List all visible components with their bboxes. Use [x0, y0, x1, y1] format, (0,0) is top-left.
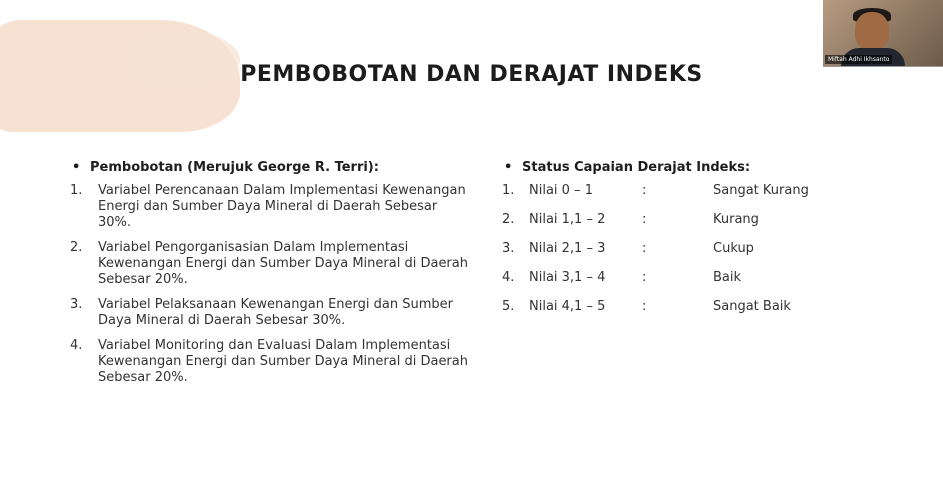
slide-title: PEMBOBOTAN DAN DERAJAT INDEKS — [240, 62, 703, 87]
row-number: 2. — [502, 212, 515, 227]
row-status-label: Sangat Kurang — [713, 183, 809, 198]
item-text: Variabel Pelaksanaan Kewenangan Energi dan Sumber Daya Mineral di Daerah Sebesar 30%. — [98, 297, 453, 328]
row-number: 4. — [502, 270, 515, 285]
row-range: Nilai 2,1 – 3 — [529, 241, 606, 256]
row-colon: : — [642, 241, 647, 256]
status-heading-text: Status Capaian Derajat Indeks: — [522, 160, 751, 175]
weighting-heading-text: Pembobotan (Merujuk George R. Terri): — [90, 160, 379, 175]
row-range: Nilai 4,1 – 5 — [529, 299, 606, 314]
bullet-dot: • — [72, 160, 81, 175]
item-text: Variabel Perencanaan Dalam Implementasi Kewenangan Energi dan Sumber Daya Mineral di Daerah Sebesar 30%. — [98, 183, 466, 230]
webcam-thumbnail[interactable] — [823, 0, 943, 67]
status-row — [502, 183, 902, 212]
status-row — [502, 241, 902, 270]
row-status-label: Sangat Baik — [713, 299, 791, 314]
weighting-item — [70, 297, 470, 329]
weighting-section — [70, 160, 470, 395]
item-number: 1. — [70, 183, 83, 198]
item-number: 3. — [70, 297, 83, 312]
status-row — [502, 299, 902, 328]
status-heading — [502, 160, 902, 175]
webcam-name-label: Miftah Adhi Ikhsanto — [825, 55, 892, 64]
weighting-item — [70, 338, 470, 386]
status-section — [502, 160, 902, 328]
row-number: 5. — [502, 299, 515, 314]
row-colon: : — [642, 183, 647, 198]
row-status-label: Baik — [713, 270, 742, 285]
row-number: 3. — [502, 241, 515, 256]
row-range: Nilai 3,1 – 4 — [529, 270, 606, 285]
item-number: 2. — [70, 240, 83, 255]
row-status-label: Kurang — [713, 212, 759, 227]
weighting-heading — [70, 160, 470, 175]
row-colon: : — [642, 299, 647, 314]
row-status-label: Cukup — [713, 241, 754, 256]
bullet-dot: • — [504, 160, 513, 175]
row-colon: : — [642, 270, 647, 285]
weighting-item — [70, 183, 470, 231]
item-number: 4. — [70, 338, 83, 353]
row-range: Nilai 1,1 – 2 — [529, 212, 606, 227]
row-range: Nilai 0 – 1 — [529, 183, 593, 198]
status-row — [502, 270, 902, 299]
row-number: 1. — [502, 183, 515, 198]
item-text: Variabel Monitoring dan Evaluasi Dalam Implementasi Kewenangan Energi dan Sumber Daya Mineral di Daerah Sebesar 20%. — [98, 338, 468, 385]
row-colon: : — [642, 212, 647, 227]
status-row — [502, 212, 902, 241]
item-text: Variabel Pengorganisasian Dalam Implementasi Kewenangan Energi dan Sumber Daya Mineral di Daerah Sebesar 20%. — [98, 240, 468, 287]
weighting-item — [70, 240, 470, 288]
presenter-face — [855, 12, 889, 50]
